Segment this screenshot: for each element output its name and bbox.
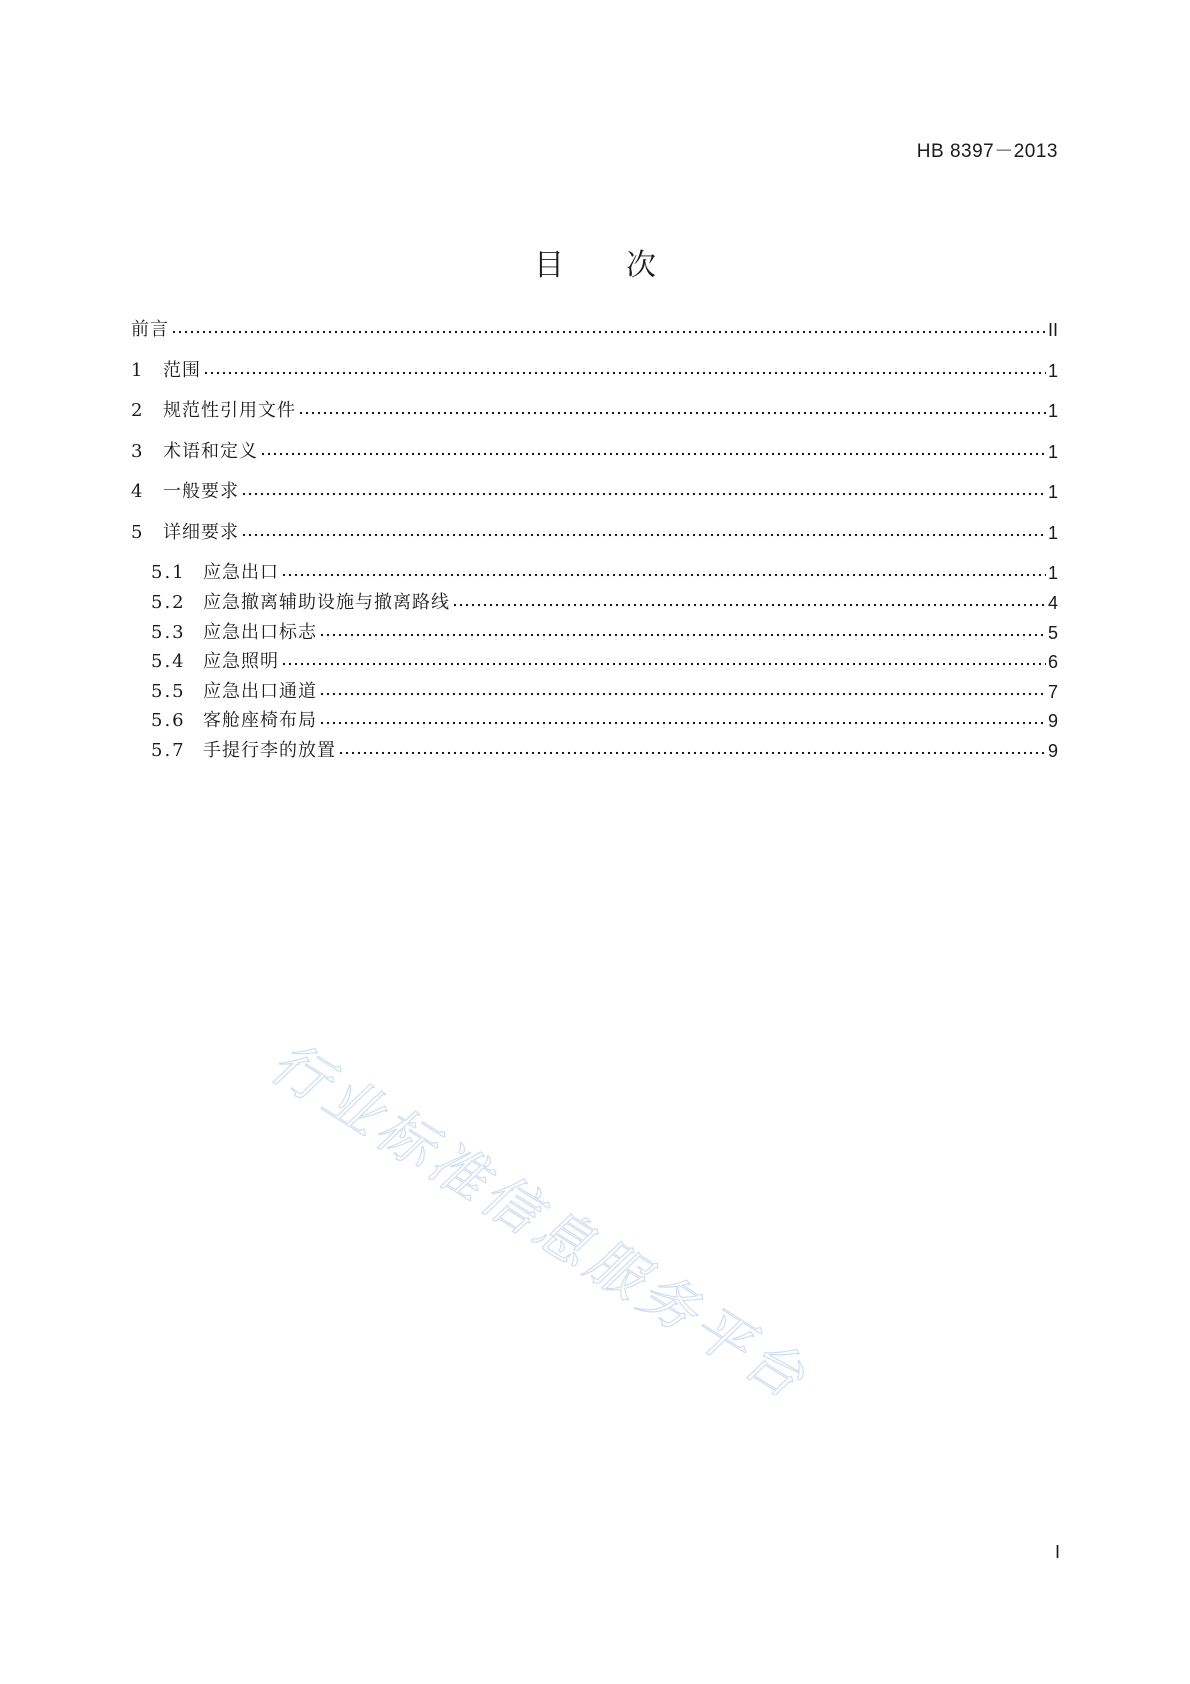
toc-entry-5-5[interactable] bbox=[151, 680, 1058, 704]
toc-entry-page: 7 bbox=[1047, 682, 1058, 702]
toc-entry-number: 4 bbox=[131, 481, 143, 502]
toc-entry-page: 1 bbox=[1047, 523, 1058, 543]
toc-entry-5-7[interactable] bbox=[151, 739, 1058, 763]
toc-entry-page: II bbox=[1047, 320, 1058, 340]
watermark-text: 行业标准信息服务平台 bbox=[259, 1030, 820, 1414]
page-title bbox=[0, 240, 1190, 284]
toc-entry-label: 应急撤离辅助设施与撤离路线 bbox=[203, 592, 450, 613]
toc-entry-5-1[interactable] bbox=[151, 561, 1058, 585]
toc-dot-leader bbox=[171, 328, 1046, 335]
toc-dot-leader bbox=[319, 631, 1046, 638]
toc-entry-label: 应急出口 bbox=[203, 562, 279, 583]
toc-entry-number: 5.1 bbox=[151, 562, 186, 583]
toc-entry-label: 术语和定义 bbox=[163, 441, 258, 462]
toc-entry-page: 4 bbox=[1047, 593, 1058, 613]
title-char-1: 目 bbox=[534, 248, 564, 283]
toc-entry-page: 1 bbox=[1047, 361, 1058, 381]
toc-entry-5-3[interactable] bbox=[151, 621, 1058, 645]
toc-entry-page: 9 bbox=[1047, 741, 1058, 761]
toc-dot-leader bbox=[452, 601, 1046, 608]
toc-entry-number: 3 bbox=[131, 441, 143, 462]
toc-entry-label: 手提行李的放置 bbox=[203, 740, 336, 761]
toc-entry-number: 1 bbox=[131, 360, 143, 381]
toc-entry-number: 5.6 bbox=[151, 710, 186, 731]
toc-entry-5-4[interactable] bbox=[151, 650, 1058, 674]
toc-dot-leader bbox=[298, 409, 1046, 416]
toc-entry-number: 5.2 bbox=[151, 592, 186, 613]
toc-entry-4[interactable] bbox=[131, 480, 1058, 504]
toc-dot-leader bbox=[319, 690, 1046, 697]
toc-dot-leader bbox=[260, 450, 1046, 457]
toc-entry-label: 前言 bbox=[131, 319, 169, 340]
toc-entry-page: 1 bbox=[1047, 401, 1058, 421]
toc-entry-1[interactable] bbox=[131, 359, 1058, 383]
toc-entry-5[interactable] bbox=[131, 521, 1058, 545]
toc-entry-number: 5.3 bbox=[151, 622, 186, 643]
toc-entry-label: 客舱座椅布局 bbox=[203, 710, 317, 731]
toc-entry-label: 范围 bbox=[163, 360, 201, 381]
toc-entry-5-2[interactable] bbox=[151, 591, 1058, 615]
toc-entry-5-6[interactable] bbox=[151, 709, 1058, 733]
toc-entry-page: 1 bbox=[1047, 442, 1058, 462]
toc-entry-foreword[interactable] bbox=[131, 318, 1058, 342]
toc-entry-number: 5 bbox=[131, 522, 143, 543]
toc-dot-leader bbox=[338, 749, 1046, 756]
toc-dot-leader bbox=[203, 369, 1046, 376]
title-char-2: 次 bbox=[626, 248, 656, 283]
page-number: I bbox=[1054, 1542, 1060, 1562]
toc-dot-leader bbox=[281, 660, 1046, 667]
toc-entry-page: 5 bbox=[1047, 623, 1058, 643]
document-code: HB 8397－2013 bbox=[916, 141, 1058, 162]
toc-entry-page: 9 bbox=[1047, 711, 1058, 731]
toc-entry-label: 应急出口通道 bbox=[203, 681, 317, 702]
toc-entry-2[interactable] bbox=[131, 399, 1058, 423]
toc-entry-label: 一般要求 bbox=[163, 481, 239, 502]
toc-entry-label: 应急照明 bbox=[203, 651, 279, 672]
toc-entry-3[interactable] bbox=[131, 440, 1058, 464]
toc-entry-page: 1 bbox=[1047, 482, 1058, 502]
toc-entry-label: 应急出口标志 bbox=[203, 622, 317, 643]
toc-dot-leader bbox=[241, 490, 1046, 497]
toc-entry-label: 规范性引用文件 bbox=[163, 400, 296, 421]
toc-entry-label: 详细要求 bbox=[163, 522, 239, 543]
toc-entry-number: 5.7 bbox=[151, 740, 186, 761]
toc-dot-leader bbox=[241, 531, 1046, 538]
toc-entry-number: 5.4 bbox=[151, 651, 186, 672]
toc-dot-leader bbox=[319, 719, 1046, 726]
toc-entry-number: 2 bbox=[131, 400, 143, 421]
toc-entry-page: 1 bbox=[1047, 563, 1058, 583]
toc-entry-number: 5.5 bbox=[151, 681, 186, 702]
toc-dot-leader bbox=[281, 571, 1046, 578]
toc-entry-page: 6 bbox=[1047, 652, 1058, 672]
